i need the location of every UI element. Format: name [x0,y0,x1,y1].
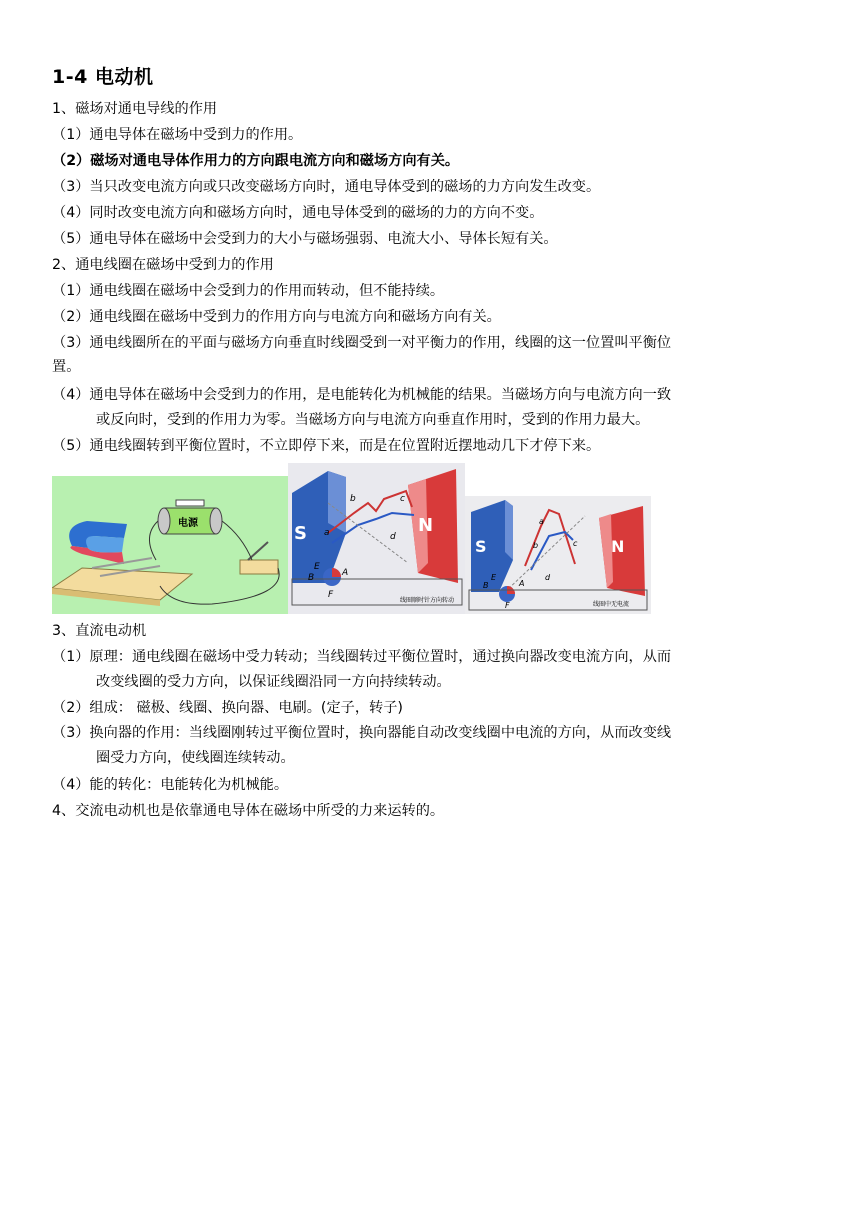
section-1-item-2: （2）磁场对通电导体作用力的方向跟电流方向和磁场方向有关。 [52,153,460,169]
power-source-label: 电源 [178,518,198,529]
coil-rotation-figure [288,463,465,614]
section-2-item-4: （4）通电导体在磁场中会受到力的作用，是电能转化为机械能的结果。当磁场方向与电流方向一致 [52,387,672,403]
brush-letter-a-2: A [519,579,525,588]
fig2-caption: 线圈顺时针方向转动 [400,597,455,604]
coil-no-current-figure [465,496,651,614]
page-title: 1-4 电动机 [52,66,154,88]
section-3-item-2: （2）组成： 磁极、线圈、换向器、电刷。(定子，转子) [52,700,403,716]
motor-apparatus-figure [52,476,288,614]
s-pole-label-2: S [475,537,487,556]
section-2-item-3-cont: 置。 [52,359,81,375]
section-3-item-1-cont: 改变线圈的受力方向，以保证线圈沿同一方向持续转动。 [96,674,451,690]
coil-letter-c: c [400,494,405,504]
fig3-caption: 线圈中无电流 [593,601,630,608]
section-3-item-4: （4）能的转化：电能转化为机械能。 [52,777,289,793]
n-pole-label-2: N [611,537,625,556]
section-4-heading: 4、交流电动机也是依靠通电导体在磁场中所受的力来运转的。 [52,803,445,819]
s-pole-label: S [294,523,307,544]
section-2-item-3: （3）通电线圈所在的平面与磁场方向垂直时线圈受到一对平衡力的作用，线圈的这一位置叫平衡位 [52,335,672,351]
section-2-heading: 2、通电线圈在磁场中受到力的作用 [52,257,274,273]
brush-letter-e: E [314,562,320,572]
section-1-item-1: （1）通电导体在磁场中受到力的作用。 [52,127,303,143]
section-1-item-3: （3）当只改变电流方向或只改变磁场方向时，通电导体受到的磁场的力方向发生改变。 [52,179,601,195]
section-1-heading: 1、磁场对通电导线的作用 [52,101,218,117]
section-2-item-1: （1）通电线圈在磁场中会受到力的作用而转动，但不能持续。 [52,283,445,299]
section-2-item-2: （2）通电线圈在磁场中受到力的作用方向与电流方向和磁场方向有关。 [52,309,501,325]
brush-letter-f: F [328,590,334,600]
coil-letter-a-2: a [539,517,544,526]
section-1-item-5: （5）通电导体在磁场中会受到力的大小与磁场强弱、电流大小、导体长短有关。 [52,231,558,247]
section-2-item-5: （5）通电线圈转到平衡位置时，不立即停下来，而是在位置附近摆地动几下才停下来。 [52,438,601,454]
n-pole-label: N [418,515,434,536]
brush-letter-f-2: F [505,601,510,610]
brush-letter-b-2: B [483,581,489,590]
brush-letter-b: B [308,573,315,583]
section-3-item-3-cont: 圈受力方向，使线圈连续转动。 [96,750,295,766]
section-2-item-4-cont: 或反向时，受到的作用力为零。当磁场方向与电流方向垂直作用时，受到的作用力最大。 [96,412,650,428]
brush-letter-a: A [342,568,349,578]
section-3-item-1: （1）原理：通电线圈在磁场中受力转动；当线圈转过平衡位置时，通过换向器改变电流方向，从而 [52,649,672,665]
section-3-heading: 3、直流电动机 [52,623,147,639]
coil-letter-c-2: c [573,539,578,548]
coil-letter-a: a [324,528,330,538]
section-1-item-4: （4）同时改变电流方向和磁场方向时，通电导体受到的磁场的力的方向不变。 [52,205,544,221]
coil-letter-d-2: d [545,573,551,582]
coil-letter-d: d [390,532,396,542]
brush-letter-e-2: E [491,573,497,582]
section-3-item-3: （3）换向器的作用：当线圈刚转过平衡位置时，换向器能自动改变线圈中电流的方向，从而改变线 [52,725,672,741]
coil-letter-b: b [350,494,356,504]
coil-letter-b-2: b [533,541,539,550]
